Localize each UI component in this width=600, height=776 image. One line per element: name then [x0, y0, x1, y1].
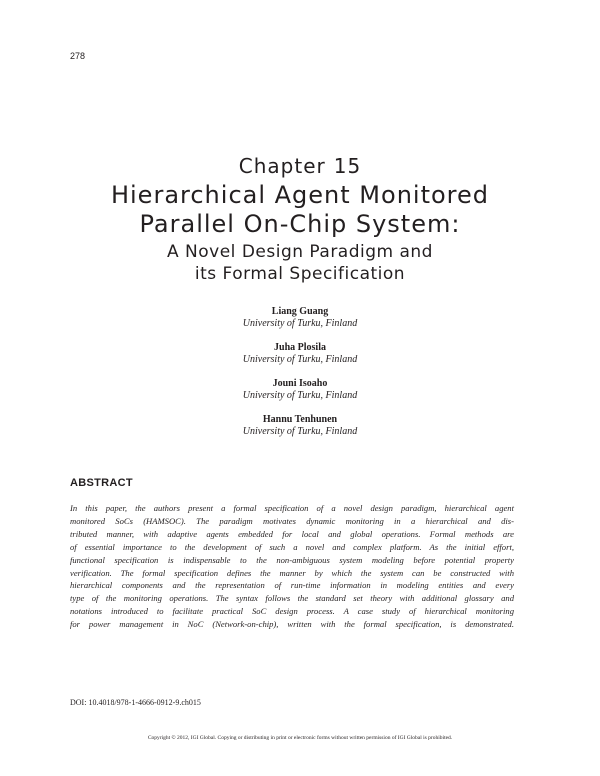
chapter-title-line: Hierarchical Agent Monitored [110, 181, 490, 209]
author-entry [0, 378, 600, 402]
abstract-line: hierarchical components and the representation of run-time information in modeling entities and every [70, 580, 514, 591]
author-affiliation: University of Turku, Finland [242, 426, 358, 437]
author-list [0, 306, 600, 450]
author-name: Jouni Isoaho [272, 378, 328, 389]
author-affiliation: University of Turku, Finland [242, 354, 358, 365]
chapter-title [0, 181, 600, 239]
chapter-title-line: Parallel On-Chip System: [139, 210, 461, 238]
author-affiliation: University of Turku, Finland [242, 390, 358, 401]
chapter-subtitle-line: its Formal Specification [194, 264, 406, 284]
author-entry [0, 414, 600, 438]
chapter-header [0, 153, 600, 285]
author-name: Liang Guang [271, 306, 329, 317]
doi-line: DOI: 10.4018/978-1-4666-0912-9.ch015 [70, 698, 201, 707]
copyright-notice: Copyright © 2012, IGI Global. Copying or distributing in print or electronic forms without written permission of IGI Global is prohibited. [147, 735, 453, 741]
chapter-subtitle [0, 241, 600, 285]
page-number: 278 [70, 51, 86, 61]
chapter-number: 15 [333, 154, 362, 178]
author-name: Hannu Tenhunen [262, 414, 338, 425]
abstract-line: of essential importance to the development of such a novel and complex platform. As the initial effort, [70, 541, 514, 552]
chapter-label [0, 153, 600, 179]
abstract-heading: ABSTRACT [70, 477, 133, 489]
author-affiliation: University of Turku, Finland [242, 318, 358, 329]
abstract-line: functional specification is indispensable to the non-ambiguous system modeling before potential property [70, 554, 514, 565]
chapter-word: Chapter [238, 154, 326, 178]
abstract-line: tributed manner, with adaptive agents embedded for local and global operations. Formal methods are [70, 528, 514, 539]
abstract-body [70, 502, 514, 631]
abstract-line: type of the monitoring operations. The syntax follows the standard set theory with additional glossary and [70, 593, 514, 604]
abstract-line: notations introduced to facilitate practical SoC design process. A case study of hierarchical monitoring [70, 606, 514, 617]
abstract-line: In this paper, the authors present a formal specification of a novel design paradigm, hierarchical agent [70, 503, 514, 513]
author-entry [0, 342, 600, 366]
abstract-line: for power management in NoC (Network-on-chip), written with the formal specification, is demonstrated. [70, 619, 514, 630]
chapter-subtitle-line: A Novel Design Paradigm and [167, 242, 433, 262]
author-name: Juha Plosila [274, 342, 326, 353]
abstract-line: monitored SoCs (HAMSOC). The paradigm motivates dynamic monitoring in a hierarchical and dis- [70, 515, 514, 526]
author-entry [0, 306, 600, 330]
abstract-line: verification. The formal specification defines the manner by which the system can be constructed with [70, 567, 514, 578]
